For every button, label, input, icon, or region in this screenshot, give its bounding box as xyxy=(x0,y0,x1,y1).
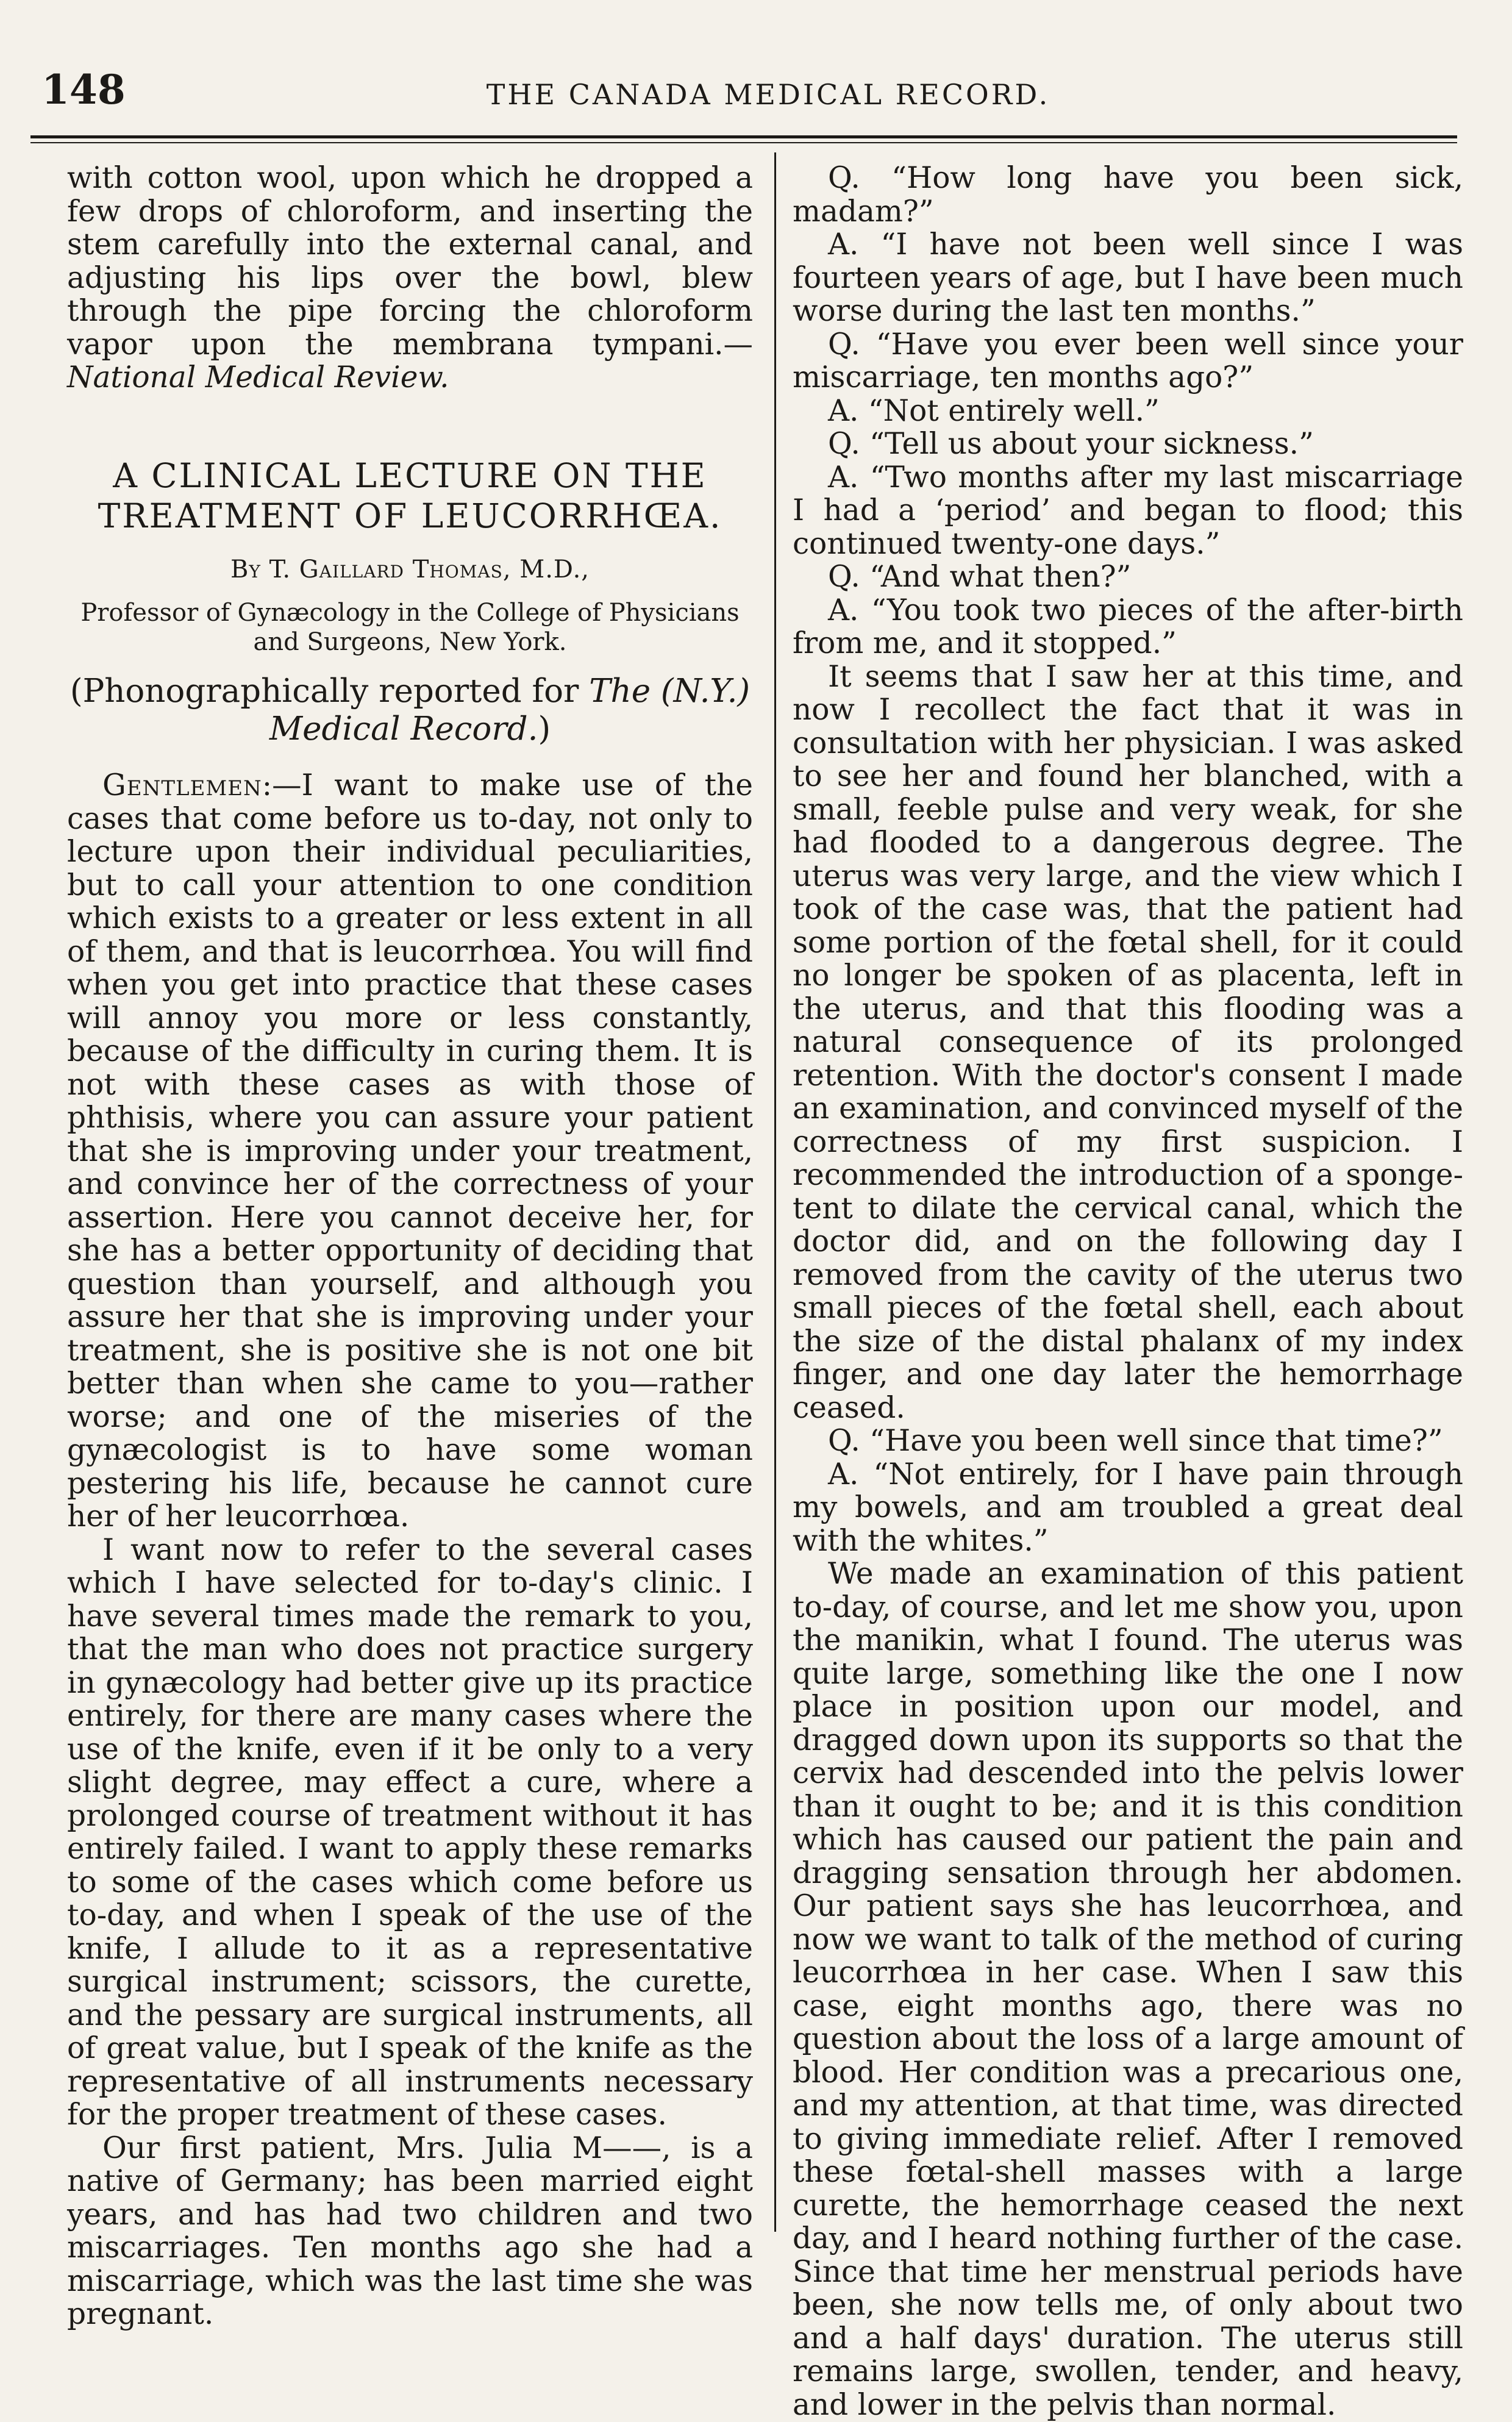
question: Q. “And what then?” xyxy=(828,560,1132,594)
paragraph xyxy=(67,769,753,1534)
continuation-source: National Medical Review. xyxy=(67,360,449,395)
page-number: 148 xyxy=(41,66,126,113)
paragraph: Our first patient, Mrs. Julia M——, is a native of Germany; has been married eight years, and has had two children and two miscarriages. Ten months ago she had a miscarriage, which was the last time she was pregnant. xyxy=(67,2131,753,2331)
question: Q. “How long have you been sick, madam?” xyxy=(793,161,1463,229)
page-header xyxy=(24,66,1451,121)
report-note xyxy=(67,673,753,748)
article-title: A CLINICAL LECTURE ON THE TREATMENT OF LEUCORRHŒA. xyxy=(98,455,722,535)
author-affiliation: Professor of Gynæcology in the College of Physicians and Surgeons, New York. xyxy=(80,599,740,656)
running-title: THE CANADA MEDICAL RECORD. xyxy=(486,78,1050,111)
salutation: Gentlemen xyxy=(102,768,262,802)
question: Q. “Tell us about your sickness.” xyxy=(828,427,1314,461)
answer: A. “Not entirely, for I have pain through my bowels, and am troubled a great deal with the whites.” xyxy=(793,1457,1463,1558)
question: Q. “Have you ever been well since your miscarriage, ten months ago?” xyxy=(793,327,1463,395)
paragraph: It seems that I saw her at this time, and now I recollect the fact that it was in consultation with her physician. I was asked to see her and found her blanched, with a small, feeble pulse and very weak, for she had flooded to a dangerous degree. The uterus was very large, and the view which I took of the case was, that the patient had some portion of the fœtal shell, for it could no longer be spoken of as placenta, left in the uterus, and that this flooding was a natural consequence of its prolonged retention. With the doctor's consent I made an examination, and convinced myself of the correctness of my first suspicion. I recommended the introduction of a sponge-tent to dilate the cervical canal, which the doctor did, and on the following day I removed from the cavity of the uterus two small pieces of the fœtal shell, each about the size of the distal phalanx of my index finger, and one day later the hemorrhage ceased. xyxy=(793,659,1463,1425)
answer: A. “Not entirely well.” xyxy=(828,393,1160,428)
left-column xyxy=(67,161,753,2331)
question: Q. “Have you been well since that time?” xyxy=(828,1424,1443,1458)
report-note-source: The (N.Y.) Medical Record. xyxy=(269,673,751,748)
continuation-text: with cotton wool, upon which he dropped a few drops of chloroform, and inserting the stem carefully into the external canal, and adjusting his lips over the bowl, blew through the pipe forcing the chloroform vapor upon the membrana tympani.— xyxy=(67,161,753,362)
report-note-suffix: ) xyxy=(538,710,551,748)
paragraph: We made an examination of this patient to-day, of course, and let me show you, upon the manikin, what I found. The uterus was quite large, something like the one I now place in position upon our model, and dragged down upon its supports so that the cervix had descended into the pelvis lower than it ought to be; and it is this condition which has caused our patient the pain and dragging sensation through her abdomen. Our patient says she has leucorrhœa, and now we want to talk of the method of curing leucorrhœa in her case. When I saw this case, eight months ago, there was no question about the loss of a large amount of blood. Her condition was a precarious one, and my attention, at that time, was directed to giving immediate relief. After I removed these fœtal-shell masses with a large curette, the hemorrhage ceased the next day, and I heard nothing further of the case. Since that time her menstrual periods have been, she now tells me, of only about two and a half days' duration. The uterus still remains large, swollen, tender, and heavy, and lower in the pelvis than normal. xyxy=(793,1557,1463,2422)
header-rule xyxy=(30,135,1457,143)
answer: A. “Two months after my last miscarriage I had a ‘period’ and began to flood; this continued twenty-one days.” xyxy=(793,460,1463,561)
answer: A. “I have not been well since I was fourteen years of age, but I have been much worse during the last ten months.” xyxy=(793,227,1463,328)
column-divider xyxy=(774,152,776,2232)
article-byline: By T. Gaillard Thomas, M.D., xyxy=(230,555,590,584)
report-note-prefix: (Phonographically reported for xyxy=(70,673,579,710)
right-column xyxy=(793,161,1463,2422)
answer: A. “You took two pieces of the after-birth from me, and it stopped.” xyxy=(793,593,1463,660)
paragraph-text: :—I want to make use of the cases that come before us to-day, not only to lecture upon their individual peculiarities, but to call your attention to one condition which exists to a greater or less extent in all of them, and that is leucorrhœa. You will find when you get into practice that these cases will annoy you more or less constantly, because of the difficulty in curing them. It is not with these cases as with those of phthisis, where you can assure your patient that she is improving under your treatment, and convince her of the correctness of your assertion. Here you cannot deceive her, for she has a better opportunity of deciding that question than yourself, and although you assure her that she is improving under your treatment, she is positive she is not one bit better than when she came to you—rather worse; and one of the miseries of the gynæcologist is to have some woman pestering his life, because he cannot cure her of her leucorrhœa. xyxy=(67,768,753,1534)
paragraph: I want now to refer to the several cases which I have selected for to-day's clinic. I have several times made the remark to you, that the man who does not practice surgery in gynæcology had better give up its practice entirely, for there are many cases where the use of the knife, even if it be only to a very slight degree, may effect a cure, where a prolonged course of treatment without it has entirely failed. I want to apply these remarks to some of the cases which come before us to-day, and when I speak of the use of the knife, I allude to it as a representative surgical instrument; scissors, the curette, and the pessary are surgical instruments, all of great value, but I speak of the knife as the representative of all instruments necessary for the proper treatment of these cases. xyxy=(67,1532,753,2132)
continuation-paragraph xyxy=(67,162,753,395)
